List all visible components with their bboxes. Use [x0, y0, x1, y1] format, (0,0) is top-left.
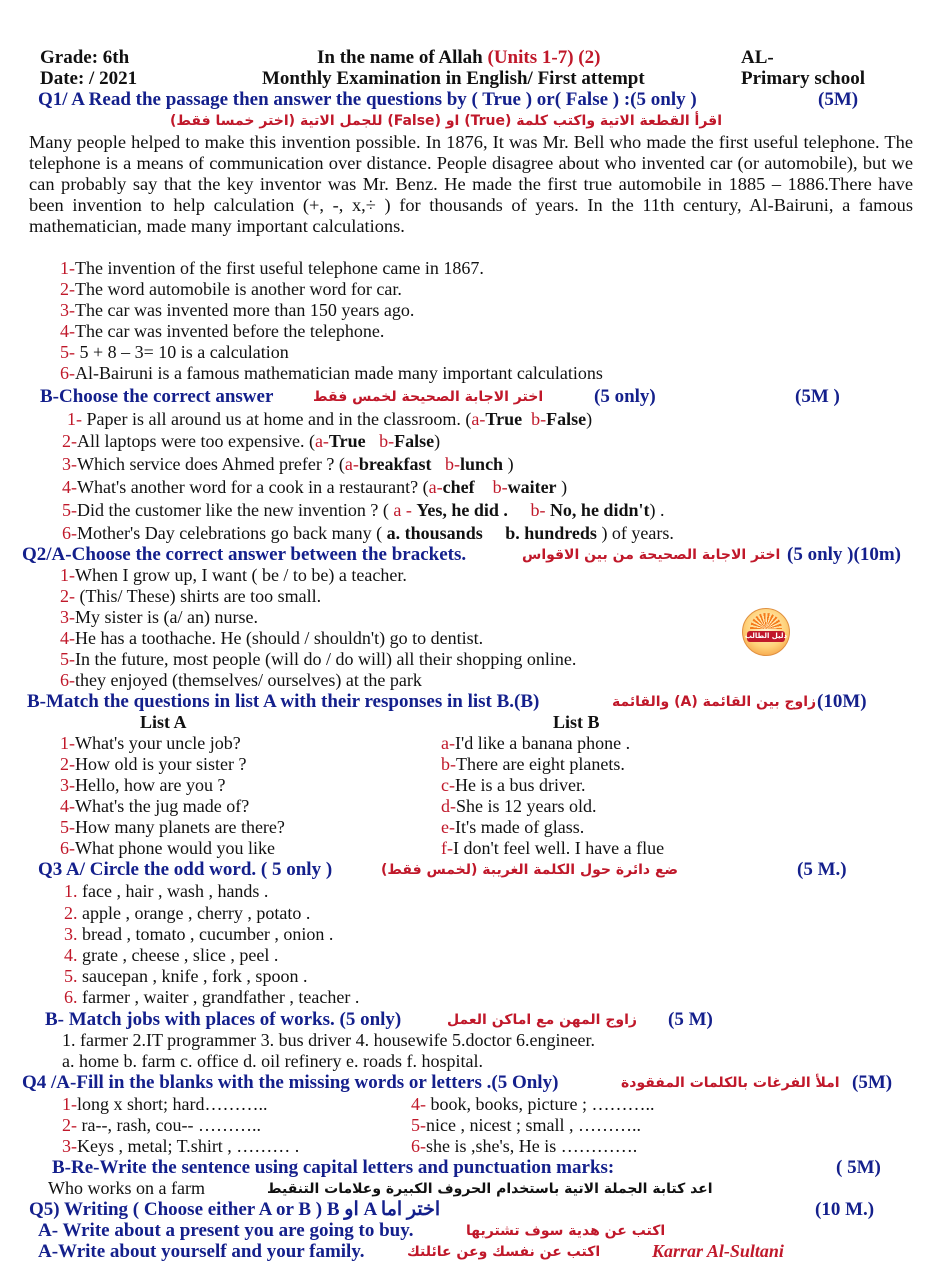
q4b-arabic: اعد كتابة الجملة الاتية باستخدام الحروف الكبيرة وعلامات التنقيط [267, 1181, 713, 1197]
list-b-title: List B [553, 712, 600, 732]
rewrite-sentence: Who works on a farm [48, 1178, 205, 1198]
list-a-title: List A [140, 712, 187, 732]
list-item: 3. bread , tomato , cucumber , onion . [64, 924, 334, 944]
q5-option-a: A- Write about a present you are going to buy. [38, 1220, 414, 1241]
q5-option-b-arabic: اكتب عن نفسك وعن عائلتك [407, 1244, 601, 1260]
q1-arabic-instruction: اقرأ القطعة الاتية واكتب كلمة (True) او (False) للجمل الاتية (اختر خمسا فقط) [170, 113, 722, 129]
author-name: Karrar Al-Sultani [652, 1241, 784, 1261]
q1b-only: (5 only) [594, 386, 656, 407]
list-item: 1. face , hair , wash , hands . [64, 881, 269, 901]
sun-rays-icon [750, 613, 782, 629]
list-item: 3-Which service does Ahmed prefer ? (a-breakfast b-lunch ) [62, 454, 514, 474]
list-item: 1-long x short; hard……….. [62, 1094, 268, 1114]
list-item: 5- 5 + 8 – 3= 10 is a calculation [60, 342, 289, 362]
list-item: 2- (This/ These) shirts are too small. [60, 586, 322, 606]
q5-option-a-arabic: اكتب عن هدية سوف تشتريها [466, 1223, 666, 1239]
q4b-heading: B-Re-Write the sentence using capital letters and punctuation marks: [52, 1157, 615, 1178]
q5-option-b: A-Write about yourself and your family. [38, 1241, 365, 1262]
q1-heading: Q1/ A Read the passage then answer the questions by ( True ) or( False ) :(5 only ) [38, 89, 697, 110]
list-item: a-I'd like a banana phone . [441, 733, 631, 753]
list-item: 3-Hello, how are you ? [60, 775, 226, 795]
title-units: (Units 1-7) [487, 47, 574, 68]
list-item: 2-How old is your sister ? [60, 754, 247, 774]
q3b-heading: B- Match jobs with places of works. (5 only) [45, 1009, 402, 1030]
exam-title [317, 47, 600, 68]
list-item: 1- Paper is all around us at home and in the classroom. (a-True b-False) [67, 409, 593, 429]
title-text: In the name of Allah [317, 47, 483, 68]
list-item: 5-How many planets are there? [60, 817, 285, 837]
list-item: d-She is 12 years old. [441, 796, 597, 816]
list-item: 6. farmer , waiter , grandfather , teacher . [64, 987, 360, 1007]
q3b-marks: (5 M) [668, 1009, 713, 1030]
list-item: e-It's made of glass. [441, 817, 585, 837]
exam-subtitle: Monthly Examination in English/ First attempt [262, 68, 645, 89]
q3-marks: (5 M.) [797, 859, 847, 880]
list-item: 2. apple , orange , cherry , potato . [64, 903, 311, 923]
list-item: 5-In the future, most people (will do / do will) all their shopping online. [60, 649, 577, 669]
list-item: 6-What phone would you like [60, 838, 275, 858]
q1-marks: (5M) [818, 89, 859, 110]
list-item: 1-What's your uncle job? [60, 733, 241, 753]
list-item: 6-she is ,she's, He is …………. [411, 1136, 638, 1156]
list-item: 2- ra--, rash, cou-- ……….. [62, 1115, 261, 1135]
publisher-logo [742, 608, 790, 656]
list-item: 4. grate , cheese , slice , peel . [64, 945, 279, 965]
date-label: Date: / 2021 [40, 68, 138, 89]
q2-tail: (5 only )(10m) [787, 544, 901, 565]
q1b-arabic: اختر الاجابة الصحيحة لخمس فقط [313, 389, 544, 405]
list-item: f-I don't feel well. I have a flue [441, 838, 665, 858]
list-item: b-There are eight planets. [441, 754, 625, 774]
q2-heading: Q2/A-Choose the correct answer between the brackets. [22, 544, 467, 565]
list-item: 5-nice , nicest ; small , ……….. [411, 1115, 641, 1135]
q2b-arabic: زاوج بين القائمة (A) والقائمة [612, 694, 817, 710]
q3-arabic: ضع دائرة حول الكلمة الغريبة (لخمس فقط) [381, 862, 679, 878]
list-item: 4- book, books, picture ; ……….. [411, 1094, 655, 1114]
list-item: 2-The word automobile is another word for car. [60, 279, 402, 299]
q4-marks: (5M) [852, 1072, 893, 1093]
list-item: 5-Did the customer like the new invention ? ( a - Yes, he did . b- No, he didn't) . [62, 500, 665, 520]
logo-text: دليل الطالب [744, 632, 788, 640]
list-item: 3-My sister is (a/ an) nurse. [60, 607, 258, 627]
q1-passage: Many people helped to make this invention possible. In 1876, It was Mr. Bell who made the first useful telephone. The telephone is a means of communication over distance. People disagree about who invented car (or automobile), but we can probably say that the key inventor was Mr. Benz. He made the first true automobile in 1885 – 1886.There have been invention to help calculation (+, -, x,÷ ) for thousands of years. In the 11th century, Al-Bairuni, a famous mathematician, made many important calculations. [29, 132, 913, 236]
q2b-marks: (10M) [817, 691, 867, 712]
school-label-1: AL- [741, 47, 774, 68]
list-item: 1-When I grow up, I want ( be / to be) a teacher. [60, 565, 407, 585]
title-number: (2) [578, 47, 601, 68]
list-item: 3-Keys , metal; T.shirt , ……… . [62, 1136, 300, 1156]
q3b-arabic: زاوج المهن مع اماكن العمل [447, 1012, 637, 1028]
q5-marks: (10 M.) [815, 1199, 875, 1220]
q3-heading: Q3 A/ Circle the odd word. ( 5 only ) [38, 859, 333, 880]
q1b-heading: B-Choose the correct answer [40, 386, 274, 407]
list-item: 6-Mother's Day celebrations go back many ( a. thousands b. hundreds ) of years. [62, 523, 674, 543]
list-item: c-He is a bus driver. [441, 775, 586, 795]
places-list: a. home b. farm c. office d. oil refinery e. roads f. hospital. [62, 1051, 484, 1071]
list-item: 1-The invention of the first useful telephone came in 1867. [60, 258, 484, 278]
q4-arabic: املأ الفرغات بالكلمات المفقودة [621, 1075, 840, 1091]
list-item: 5. saucepan , knife , fork , spoon . [64, 966, 308, 986]
q4-heading: Q4 /A-Fill in the blanks with the missing words or letters .(5 Only) [22, 1072, 559, 1093]
q4b-marks: ( 5M) [836, 1157, 881, 1178]
list-item: 6-Al-Bairuni is a famous mathematician made many important calculations [60, 363, 603, 383]
jobs-list: 1. farmer 2.IT programmer 3. bus driver 4. housewife 5.doctor 6.engineer. [62, 1030, 596, 1050]
list-item: 4-What's another word for a cook in a restaurant? (a-chef b-waiter ) [62, 477, 568, 497]
list-item: 4-The car was invented before the telephone. [60, 321, 385, 341]
q1b-marks: (5M ) [795, 386, 840, 407]
list-item: 4-He has a toothache. He (should / shouldn't) go to dentist. [60, 628, 484, 648]
grade-label: Grade: 6th [40, 47, 130, 68]
list-item: 4-What's the jug made of? [60, 796, 250, 816]
q2b-heading: B-Match the questions in list A with their responses in list B.(B) [27, 691, 540, 712]
q5-heading: Q5) Writing ( Choose either A or B ) B او A اختر اما [29, 1199, 441, 1220]
list-item: 2-All laptops were too expensive. (a-True b-False) [62, 431, 441, 451]
list-item: 3-The car was invented more than 150 years ago. [60, 300, 415, 320]
q2-arabic: اختر الاجابة الصحيحة من بين الاقواس [522, 547, 781, 563]
school-label-2: Primary school [741, 68, 866, 89]
list-item: 6-they enjoyed (themselves/ ourselves) at the park [60, 670, 422, 690]
